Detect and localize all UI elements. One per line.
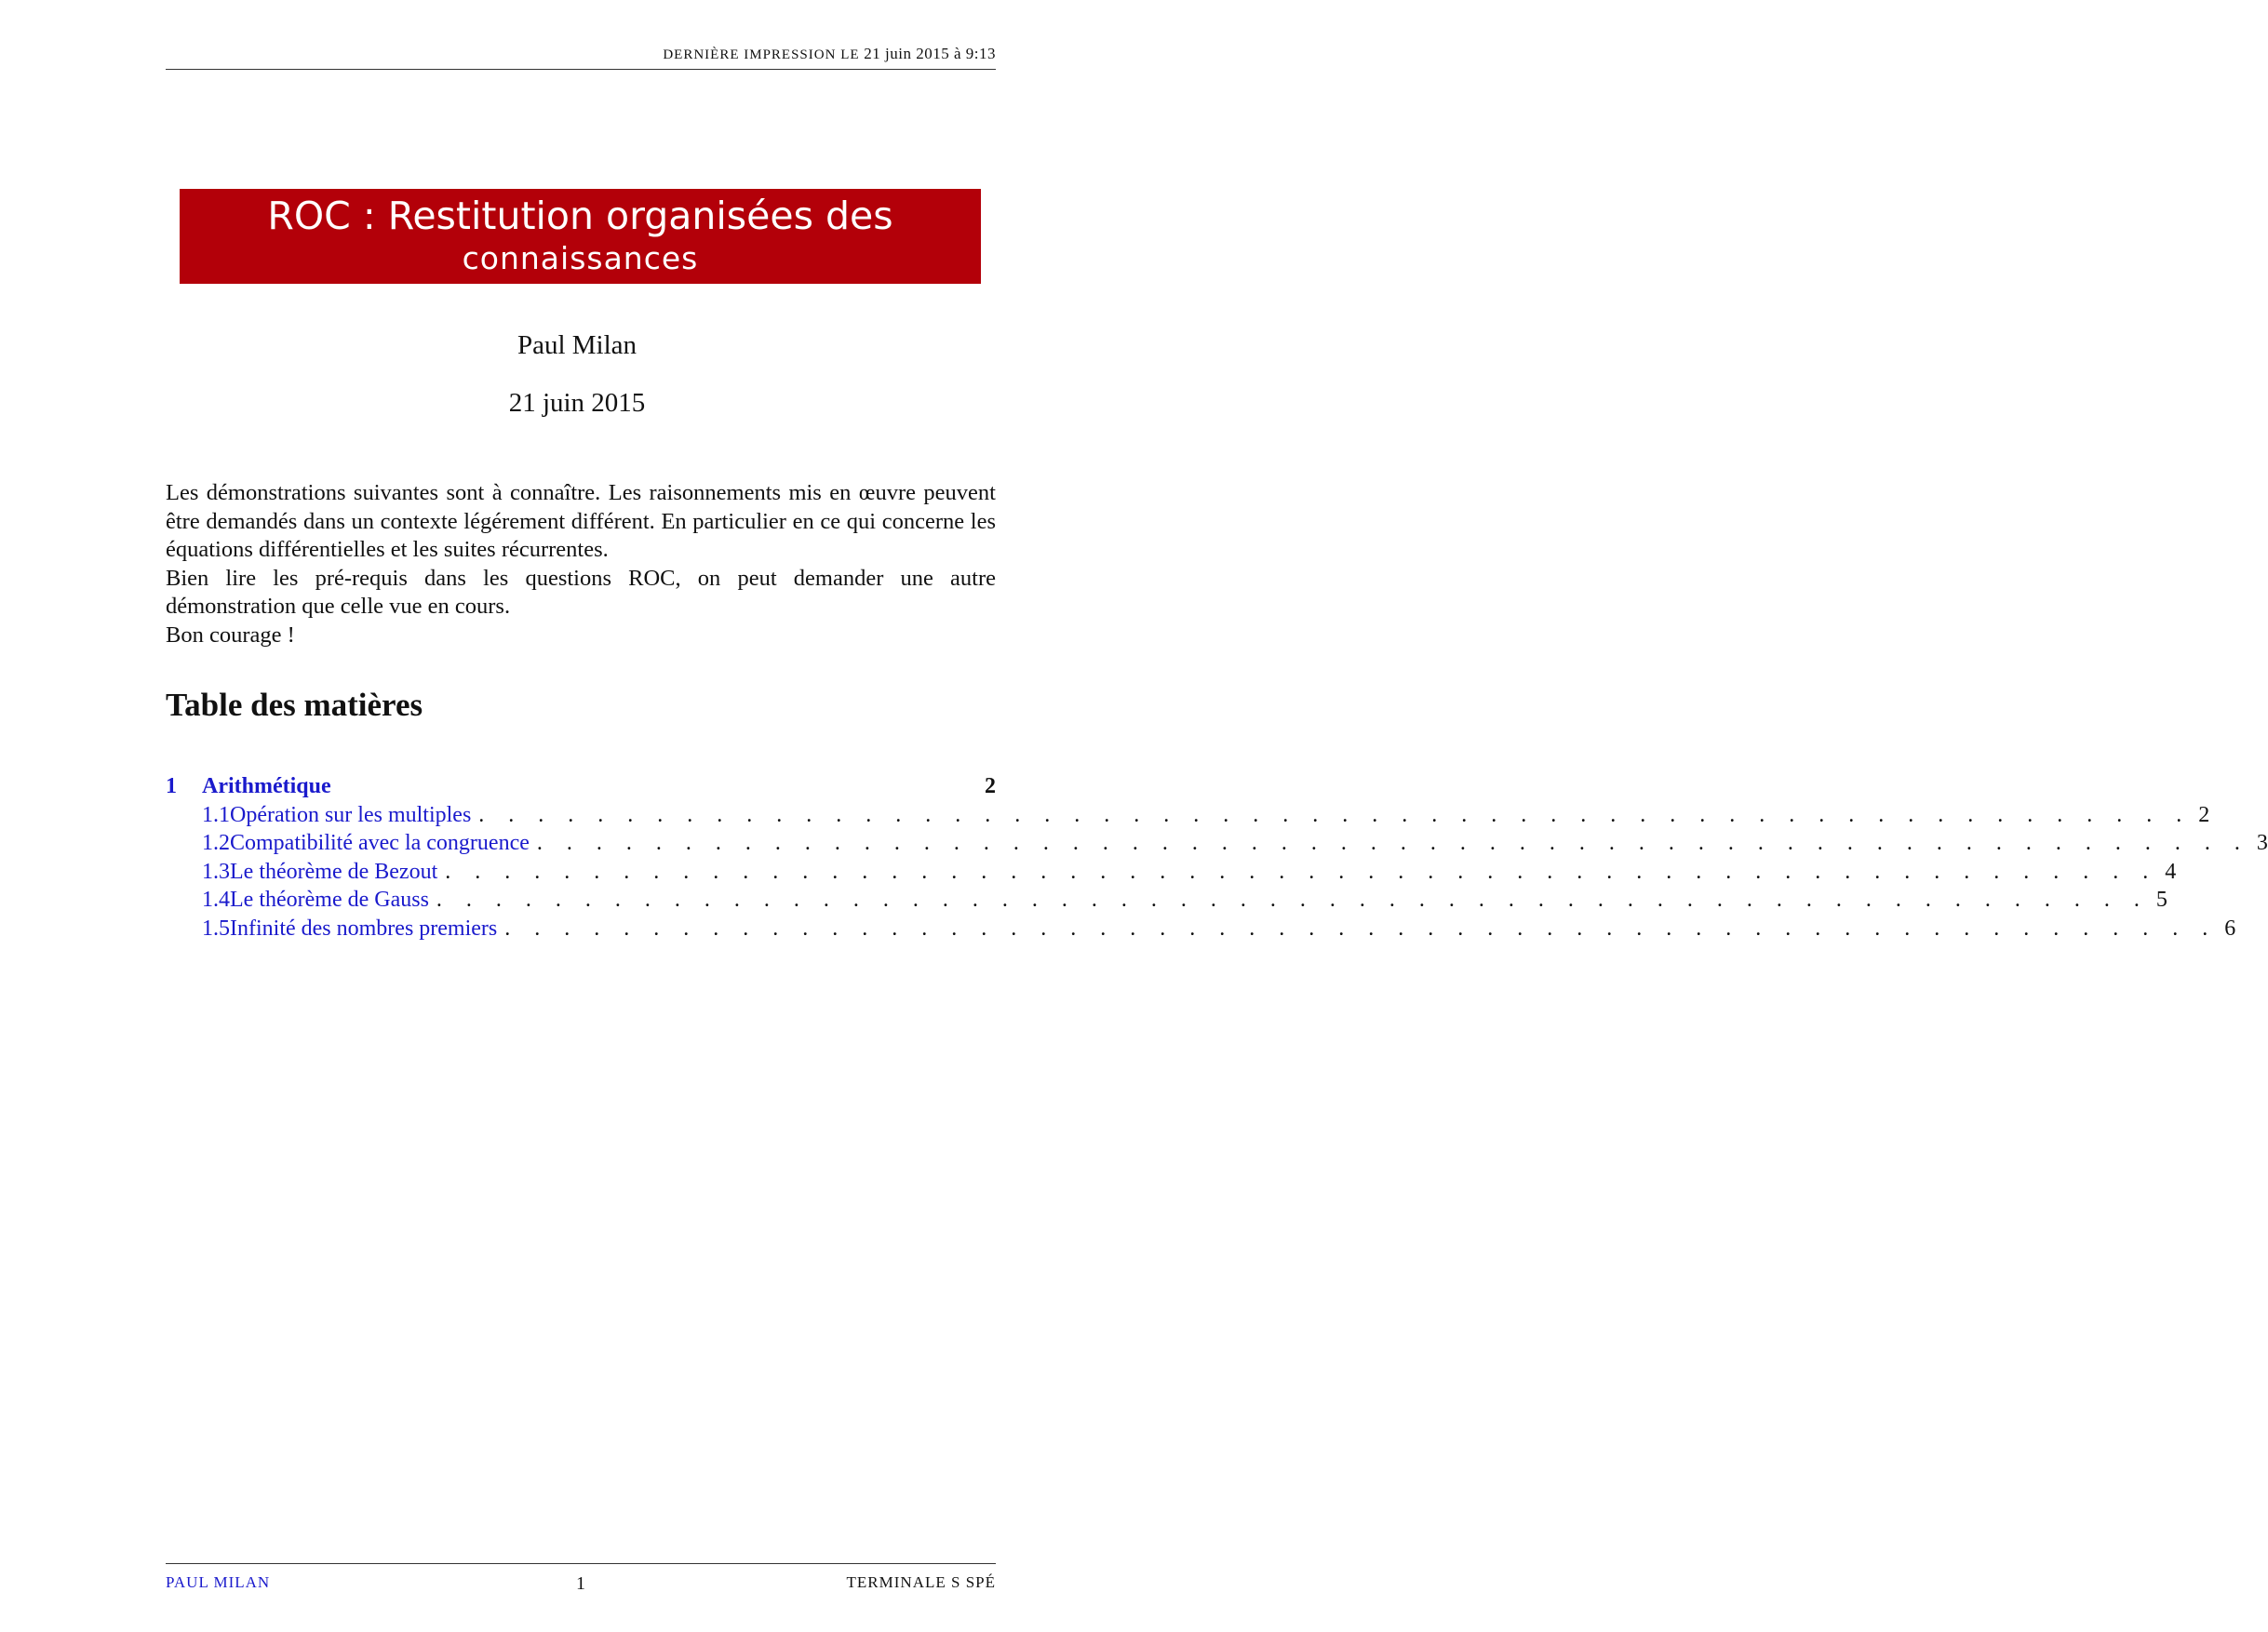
header-sep: à xyxy=(953,45,962,62)
intro-paragraph-3: Bon courage ! xyxy=(166,622,295,648)
toc-dot-leader: . . . . . . . . . . . . . . . . . . . . . . . . . . . . . . . . . . . . . . . . . . . . . . . . . . . . . . . . . . xyxy=(436,888,2149,912)
title-line-2: connaissances xyxy=(462,240,699,276)
toc-section-label[interactable]: Arithmétique xyxy=(202,774,331,798)
header-date: 21 juin 2015 xyxy=(864,45,950,62)
toc-heading: Table des matières xyxy=(166,687,423,723)
toc-section-page: 2 xyxy=(985,774,996,798)
toc-item-number: 1.3 xyxy=(202,859,230,884)
toc-item-page: 6 xyxy=(2224,916,2236,941)
toc-dot-leader: . . . . . . . . . . . . . . . . . . . . . . . . . . . . . . . . . . . . . . . . . . . . . . . . . . . . . . . . . . xyxy=(536,831,2249,855)
toc-item[interactable] xyxy=(166,915,2236,943)
toc-item[interactable] xyxy=(166,829,2268,858)
document-date: 21 juin 2015 xyxy=(508,388,646,418)
toc-item[interactable] xyxy=(166,801,2210,830)
toc-item-number: 1.2 xyxy=(202,831,230,855)
toc-item-number: 1.1 xyxy=(202,802,230,827)
toc-item[interactable] xyxy=(166,886,2167,915)
table-of-contents xyxy=(166,772,2268,943)
toc-item-page: 2 xyxy=(2198,802,2210,827)
toc-item-page: 4 xyxy=(2165,859,2177,884)
toc-item-label[interactable]: Opération sur les multiples xyxy=(230,802,472,827)
page-number: 1 xyxy=(576,1573,585,1594)
toc-dot-leader: . . . . . . . . . . . . . . . . . . . . . . . . . . . . . . . . . . . . . . . . . . . . . . . . . . . . . . . . . . xyxy=(478,802,2192,827)
header-time: 9:13 xyxy=(965,45,996,62)
intro-text xyxy=(166,479,996,649)
footer-course: TERMINALE S SPÉ xyxy=(846,1573,996,1591)
toc-item-page: 3 xyxy=(2256,831,2268,855)
toc-item[interactable] xyxy=(166,858,2177,887)
header-label: DERNIÈRE IMPRESSION LE xyxy=(663,47,860,62)
toc-section-1[interactable] xyxy=(166,772,996,801)
toc-item-number: 1.4 xyxy=(202,888,230,912)
toc-item-number: 1.5 xyxy=(202,916,230,941)
toc-item-label[interactable]: Le théorème de Gauss xyxy=(230,888,429,912)
running-footer xyxy=(166,1563,996,1592)
intro-paragraph-1: Les démonstrations suivantes sont à connaître. Les raisonnements mis en œuvre peuvent être demandés dans un contexte légérement différent. En particulier en ce qui concerne les équations différentielles et les suites récurrentes. xyxy=(166,480,996,562)
running-header xyxy=(166,45,996,70)
author: Paul Milan xyxy=(517,330,637,360)
toc-item-label[interactable]: Compatibilité avec la congruence xyxy=(230,831,530,855)
toc-dot-leader: . . . . . . . . . . . . . . . . . . . . . . . . . . . . . . . . . . . . . . . . . . . . . . . . . . . . . . . . . . xyxy=(445,859,2158,884)
footer-author-link[interactable]: PAUL MILAN xyxy=(166,1573,271,1591)
toc-item-label[interactable]: Le théorème de Bezout xyxy=(230,859,438,884)
toc-section-number: 1 xyxy=(166,774,177,798)
toc-dot-leader: . . . . . . . . . . . . . . . . . . . . . . . . . . . . . . . . . . . . . . . . . . . . . . . . . . . . . . . . . . xyxy=(504,916,2218,941)
title-line-1: ROC : Restitution organisées des xyxy=(267,194,893,238)
toc-item-page: 5 xyxy=(2155,888,2167,912)
intro-paragraph-2: Bien lire les pré-requis dans les questions ROC, on peut demander une autre démonstration que celle vue en cours. xyxy=(166,565,996,619)
toc-item-label[interactable]: Infinité des nombres premiers xyxy=(230,916,498,941)
document-title xyxy=(180,189,981,284)
